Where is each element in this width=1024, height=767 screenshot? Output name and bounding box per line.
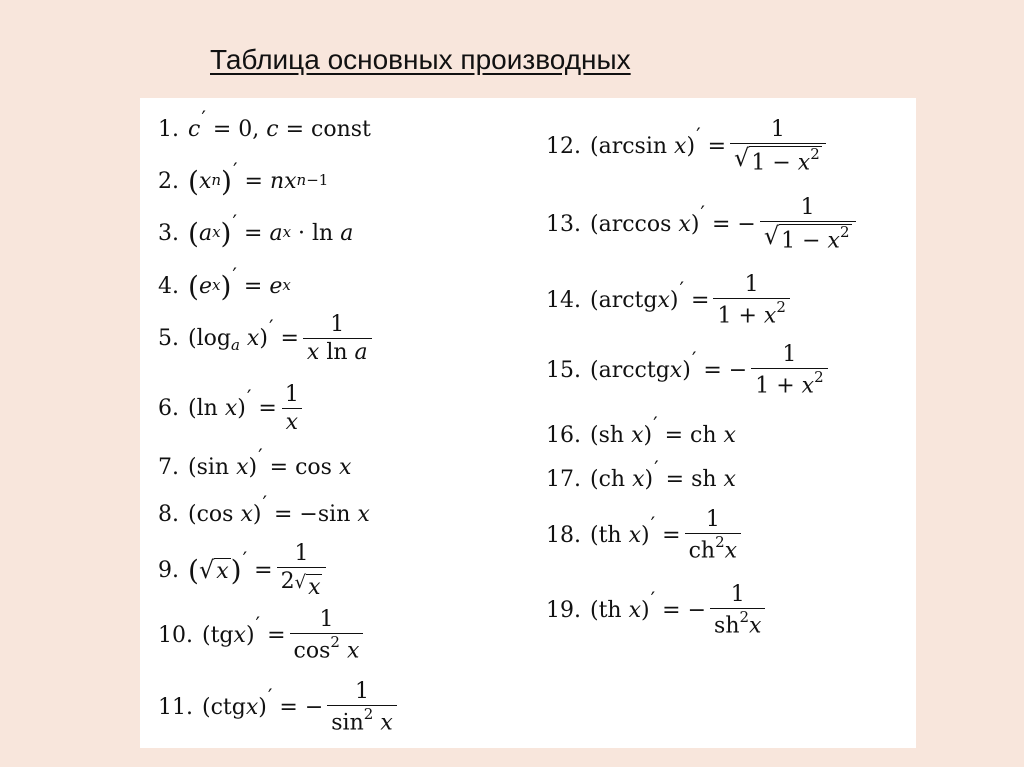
formula-10: 10. ( tg x ) ′ = $\frac{1}{\cos^2 x}$ (158, 608, 367, 664)
formula-4: 4. ( e $^x$ ) ′ = e $^x$ (158, 263, 291, 303)
formula-1: 1. c ′ = 0, c = const (158, 106, 371, 142)
formula-2: 2. ( x $^n$ ) ′ = nx $^{n -1}$ (158, 158, 329, 198)
formula-16: 16. ( sh x ) ′ = ch x (546, 412, 736, 448)
formula-3: 3. ( a $^x$ ) ′ = a $^x$ · ln a (158, 210, 354, 250)
formula-number: 1. (158, 117, 179, 142)
formula-8: 8. ( cos x ) ′ = − sin x (158, 491, 370, 527)
formula-7: 7. ( sin x ) ′ = cos x (158, 444, 352, 480)
formula-9: 9. ( √ x ) ′ = 1 2 √ x (158, 542, 330, 600)
formula-17: 17. ( ch x ) ′ = sh x (546, 456, 736, 492)
formula-12: 12. ( arcsin x ) ′ = 1 √ $1 - x^2$ (546, 118, 830, 176)
formula-panel (140, 98, 916, 748)
formula-11: 11. ( ctg x ) ′ = − $\frac{1}{\sin^2 x}$ (158, 680, 401, 736)
formula-13: 13. ( arccos x ) ′ = − 1 √ $1 - x^2$ (546, 196, 860, 254)
formula-6: 6. ( ln x ) ′ = $\frac{1}{x}$ (158, 383, 307, 435)
formula-15: 15. ( arcctg x ) ′ = − $\frac{1}{1 + x^2}$ (546, 343, 832, 399)
formula-5: 5. ( log a x ) ′ = $\frac{1}{\text{x ln a}}$ (158, 313, 376, 365)
formula-19: 19. ( th x ) ′ = − $\frac{1}{sh^2x}$ (546, 583, 769, 639)
formula-18: 18. ( th x ) ′ = $\frac{1}{ch^2x}$ (546, 508, 745, 564)
page-title: Таблица основных производных (210, 44, 631, 75)
formula-14: 14. ( arctg x ) ′ = $\frac{1}{1 + x^2}$ (546, 273, 794, 329)
